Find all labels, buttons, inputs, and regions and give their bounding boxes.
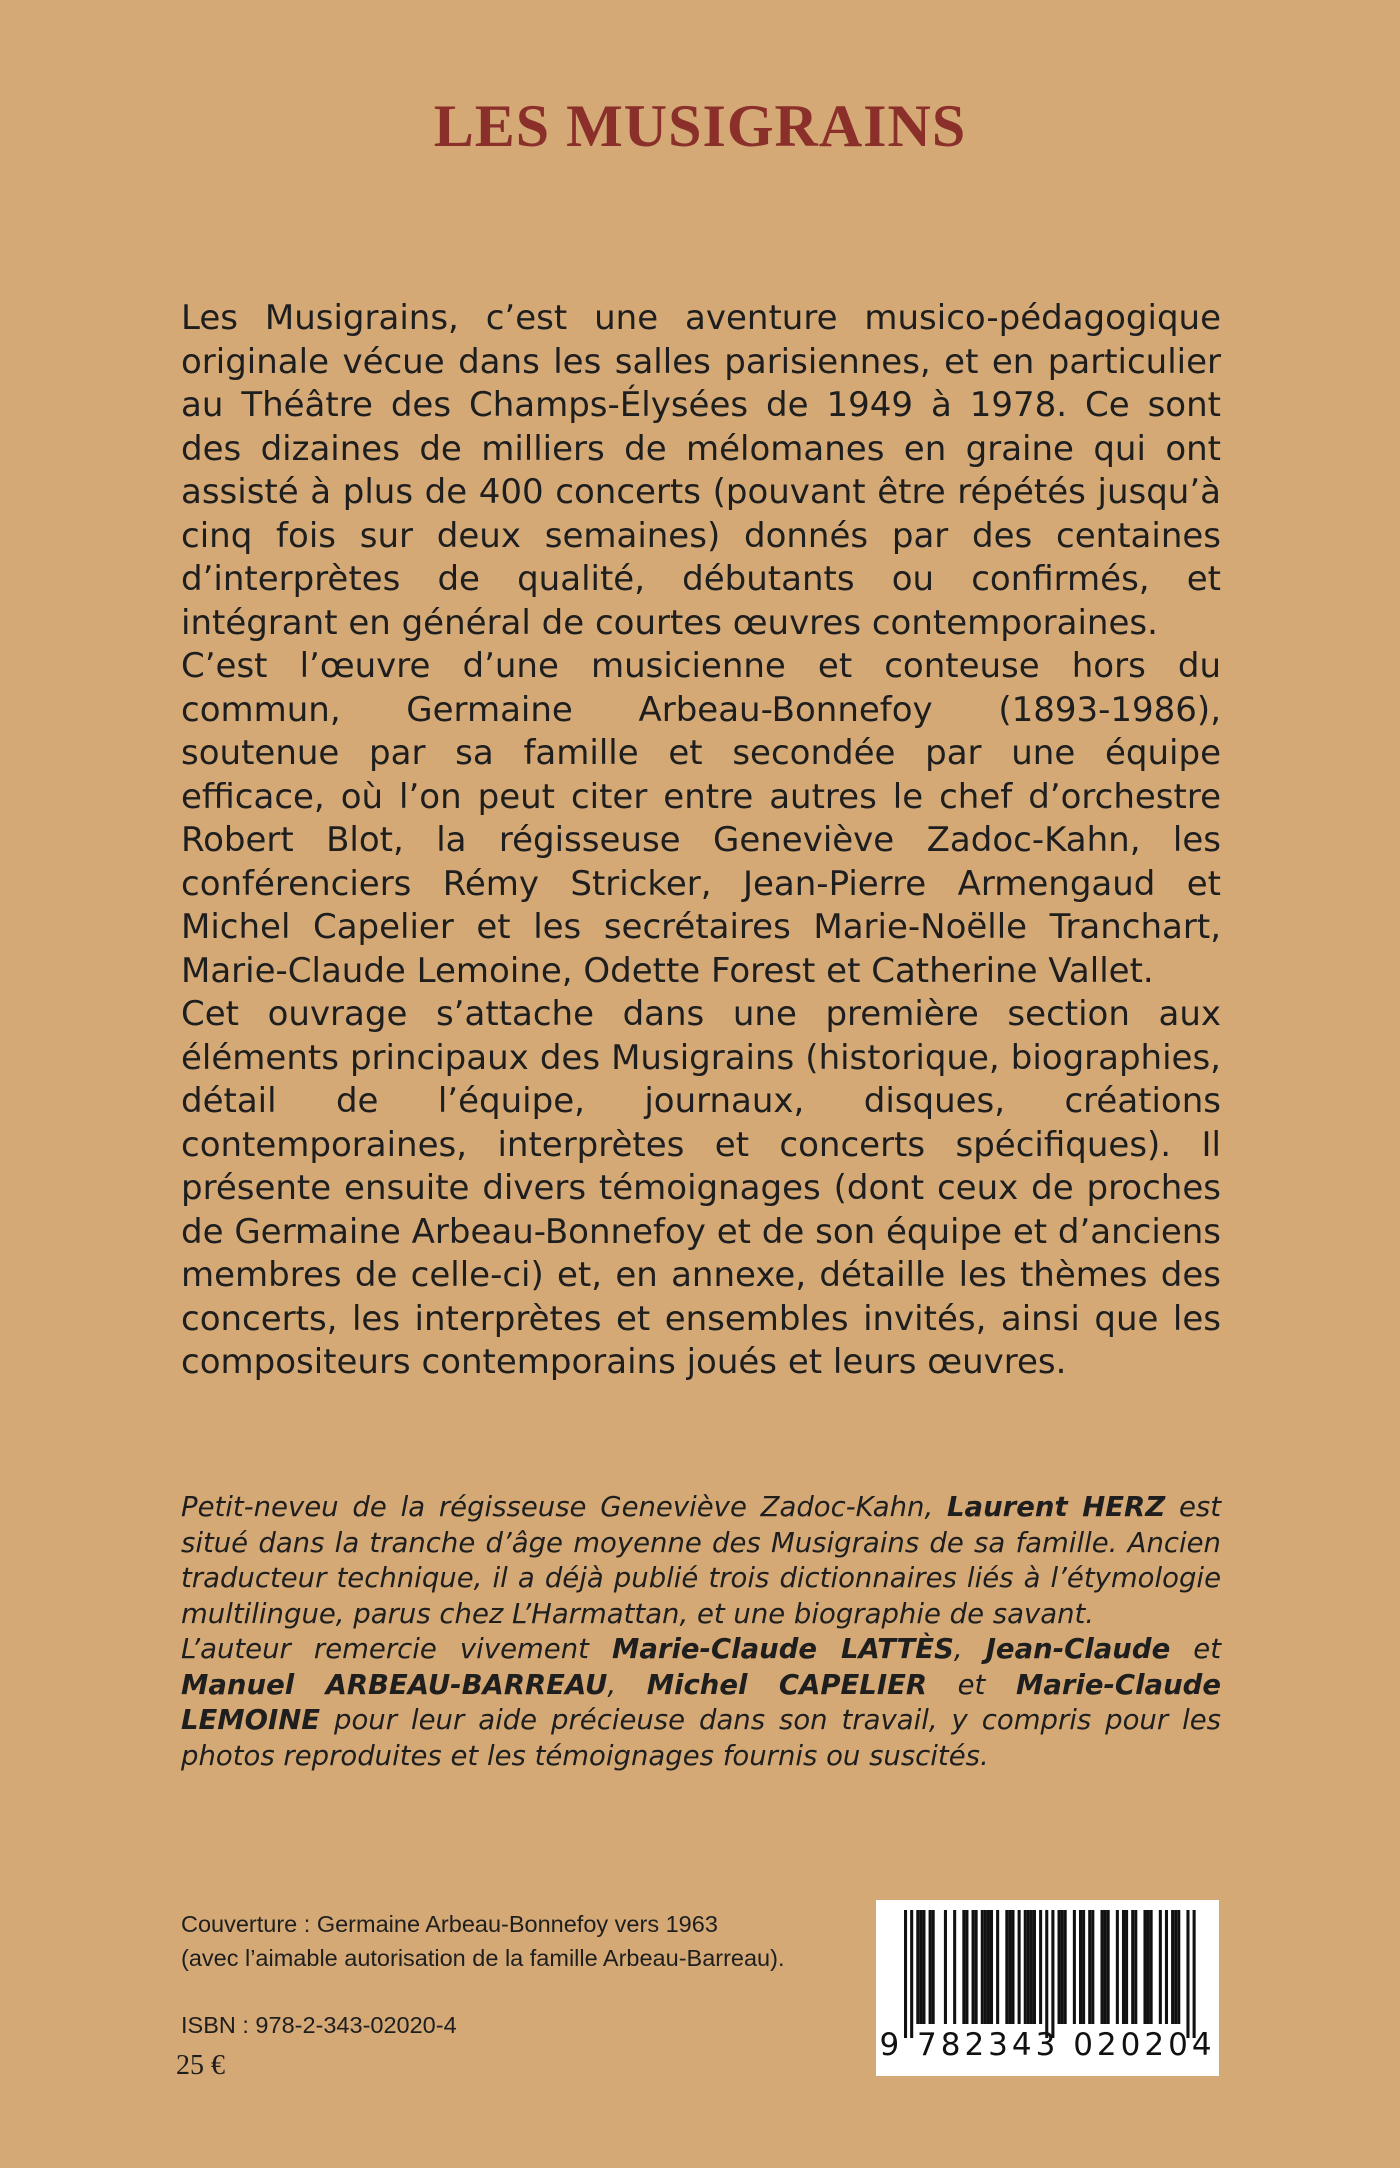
bio-text: Petit-neveu de la régisseuse Geneviève Zadoc-Kahn, [181,1491,947,1523]
bio-text: L’auteur remercie vivement [181,1633,612,1665]
barcode-bar [1051,1910,1054,2038]
barcode-bar [1008,1910,1011,2024]
barcode-bar [944,1910,947,2024]
bio-text: et [927,1668,1016,1701]
bio-text: et [1170,1633,1221,1665]
barcode-bar [1024,1910,1027,2024]
acknowledgements [181,1632,1221,1774]
barcode-bar [1122,1910,1125,2024]
barcode-bar [1073,1910,1076,2024]
book-summary [181,297,1221,1385]
author-bio [181,1490,1221,1774]
bio-text: pour leur aide précieuse dans son travail, y compris pour les photos reproduites et les témoignages fournis ou suscités. [181,1704,1221,1772]
thanked-name: Manuel ARBEAU-BARREAU [181,1668,608,1701]
barcode-bar [975,1910,978,2024]
summary-paragraph: Cet ouvrage s’attache dans une première section aux éléments principaux des Musigrains (historique, biographies, détail de l’équipe, journaux, disques, créations contemporaines, interprètes et concerts spécifiques). Il présente ensuite divers témoignages (dont ceux de proches de Germaine Arbeau-Bonnefoy et de son équipe et d’anciens membres de celle-ci) et, en annexe, détaille les thèmes des concerts, les interprètes et ensembles invités, ainsi que les compositeurs contemporains joués et leurs œuvres. [181,994,1221,1382]
barcode-bar [1061,1910,1064,2024]
author-bio-paragraph [181,1490,1221,1632]
thanked-name: Marie-Claude LEMOINE [181,1668,1222,1736]
barcode-bar [1011,1910,1014,2024]
barcode-bar [1091,1910,1094,2024]
barcode-bar [919,1910,922,2024]
barcode-bar [1125,1910,1128,2024]
barcode-bar [1045,1910,1048,2038]
price: 25 € [176,2050,225,2081]
bio-text: , [953,1633,986,1665]
barcode-bar [1033,1910,1036,2024]
barcode-bar [1018,1910,1021,2024]
barcode-bar [1107,1910,1110,2024]
barcode-bar [1058,1910,1061,2024]
cover-credit-line: Couverture : Germaine Arbeau-Bonnefoy vers 1963 [181,1911,718,1937]
barcode-bar [1159,1910,1162,2024]
barcode-bar [904,1910,907,2038]
thanked-name: Marie-Claude LATTÈS [612,1633,954,1665]
barcode-bar [1147,1910,1150,2024]
barcode-bar [962,1910,965,2024]
barcode-bar [1165,1910,1168,2024]
barcode-bar [1116,1910,1119,2024]
barcode-bar [1143,1910,1146,2024]
barcode-bar [1177,1910,1180,2024]
barcode [876,1900,1219,2076]
cover-credit [181,1907,784,1975]
barcode-bar [984,1910,987,2024]
barcode-bar [996,1910,999,2024]
bio-text: , [607,1668,647,1701]
barcode-bar [1193,1910,1196,2038]
barcode-bar [1100,1910,1103,2024]
barcode-bar [916,1910,919,2024]
summary-paragraph: C’est l’œuvre d’une musicienne et conteuse hors du commun, Germaine Arbeau-Bonnefoy (1893-1986), soutenue par sa famille et secondée par une équipe efficace, où l’on peut citer entre autres le chef d’orchestre Robert Blot, la régisseuse Geneviève Zadoc-Kahn, les conférenciers Rémy Stricker, Jean-Pierre Armengaud et Michel Capelier et les secrétaires Marie-Noëlle Tranchart, Marie-Claude Lemoine, Odette Forest et Catherine Vallet. [181,646,1221,991]
barcode-bar [1039,1910,1042,2024]
barcode-bar [1082,1910,1085,2024]
barcode-number: 9 782343 020204 [879,2027,1216,2063]
barcode-bar [1150,1910,1153,2024]
barcode-bar [990,1910,993,2024]
barcode-bar [1005,1910,1008,2024]
barcode-bar [981,1910,984,2024]
barcode-bar [1174,1910,1177,2024]
barcode-bar [953,1910,956,2024]
bio-text: est situé dans la tranche d’âge moyenne des Musigrains de sa famille. Ancien traducteur technique, il a déjà publié trois dictionnaires liés à l’étymologie multilingue, parus chez L’Harmattan, et une biographie de savant. [181,1491,1221,1630]
barcode-bar [1134,1910,1137,2024]
cover-credit-line: (avec l’aimable autorisation de la famille Arbeau-Barreau). [181,1945,785,1971]
isbn: ISBN : 978-2-343-02020-4 [181,2012,457,2038]
barcode-bar [1030,1910,1033,2024]
barcode-bar [965,1910,968,2024]
barcode-bar [932,1910,935,2024]
thanked-name: Michel CAPELIER [646,1668,928,1701]
barcode-bar [1027,1910,1030,2024]
book-title: LES MUSIGRAINS [433,93,967,159]
barcode-bar [1064,1910,1067,2024]
summary-paragraph: Les Musigrains, c’est une aventure musico-pédagogique originale vécue dans les salles parisiennes, et en particulier au Théâtre des Champs-Élysées de 1949 à 1978. Ce sont des dizaines de milliers de mélomanes en graine qui ont assisté à plus de 400 concerts (pouvant être répétés jusqu’à cinq fois sur deux semaines) donnés par des centaines d’interprètes de qualité, débutants ou confirmés, et intégrant en général de courtes œuvres contemporaines. [181,298,1221,643]
barcode-bar [1104,1910,1107,2024]
barcode-bar [1186,1910,1189,2038]
barcode-bar [1088,1910,1091,2024]
barcode-bar [987,1910,990,2024]
barcode-bar [922,1910,925,2024]
thanked-name: Jean-Claude [985,1633,1171,1665]
barcode-bar [1171,1910,1174,2024]
barcode-bar [1131,1910,1134,2024]
barcode-bar [1079,1910,1082,2024]
barcode-bar [910,1910,913,2038]
author-name: Laurent HERZ [947,1491,1166,1523]
barcode-bar [972,1910,975,2024]
barcode-bar [929,1910,932,2024]
